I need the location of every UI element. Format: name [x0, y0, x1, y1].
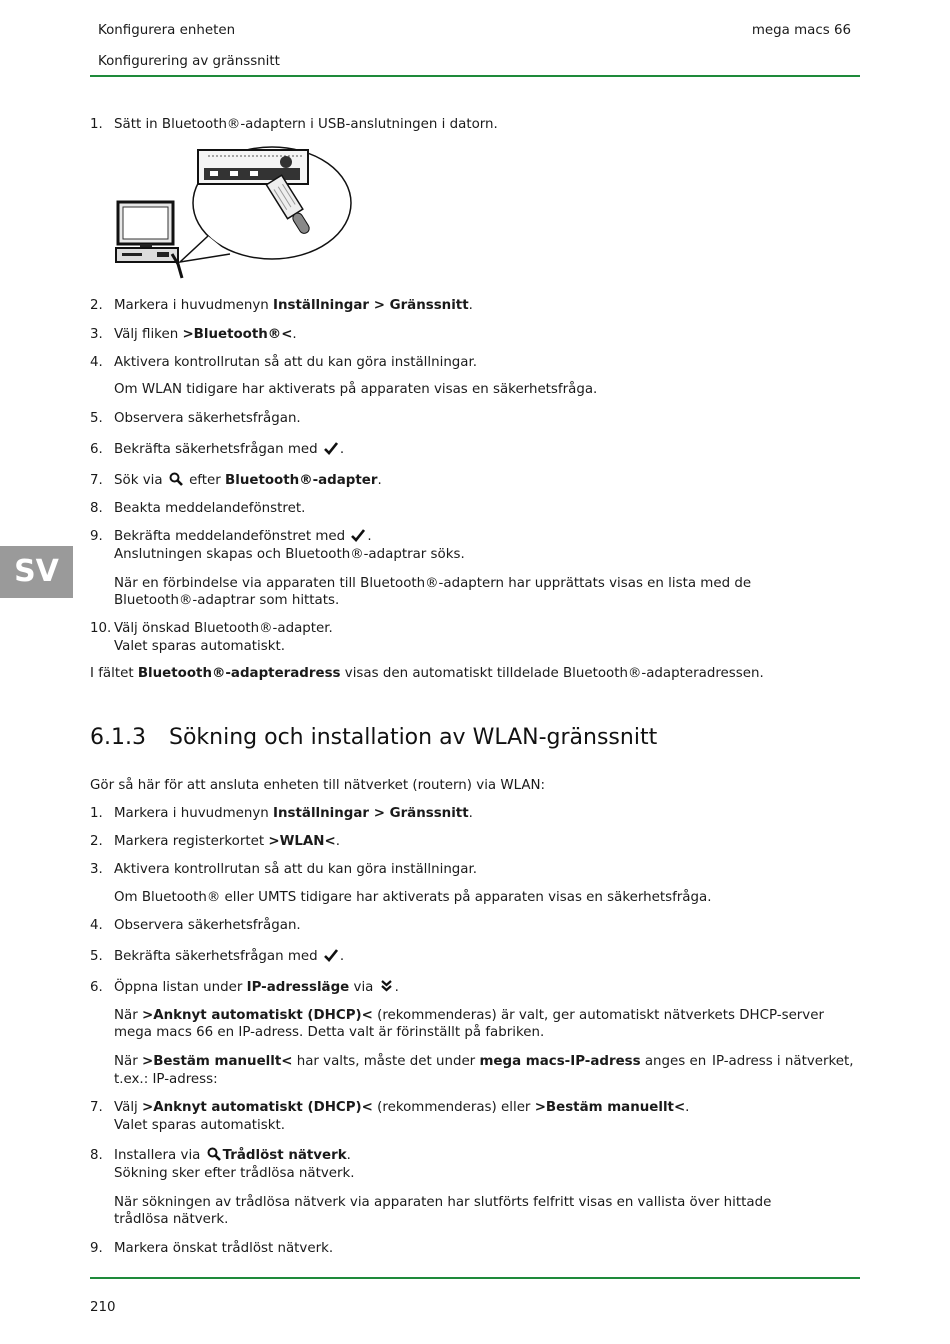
step-number: 3.: [90, 327, 103, 342]
step-number: 5.: [90, 411, 103, 426]
step-number: 10.: [90, 621, 112, 636]
step-number: 1.: [90, 117, 103, 132]
step-text: Bekräfta säkerhetsfrågan med .: [114, 949, 345, 964]
checkmark-icon: [324, 949, 338, 962]
magnifier-icon: [207, 1147, 221, 1161]
step-text: Välj önskad Bluetooth®-adapter.: [114, 621, 333, 636]
step-text: Bekräfta säkerhetsfrågan med .: [114, 442, 345, 457]
magnifier-icon: [169, 472, 183, 486]
step-text: Markera registerkortet >WLAN<.: [114, 834, 340, 849]
step-result: Valet sparas automatiskt.: [114, 639, 286, 654]
step-result: Sökning sker efter trådlösa nätverk.: [114, 1166, 355, 1181]
step-number: 4.: [90, 918, 103, 933]
step-number: 8.: [90, 501, 103, 516]
step-number: 2.: [90, 298, 103, 313]
bluetooth-adapter-illustration: [112, 142, 357, 284]
step-note: När >Bestäm manuellt< har valts, måste det under mega macs-IP-adress anges en: [114, 1054, 707, 1069]
step-text: Öppna listan under IP-adressläge via .: [114, 980, 399, 995]
section-heading: [90, 724, 657, 752]
step-note: När >Anknyt automatiskt (DHCP)< (rekommenderas) är valt, ger automatiskt nätverkets DHCP-server mega macs 66 en IP-adress. Detta valt är förinställt på fabriken.: [114, 1008, 824, 1040]
header-rule: [90, 75, 860, 77]
step-text: Sätt in Bluetooth®-adaptern i USB-anslutningen i datorn.: [114, 117, 498, 132]
step-text: Observera säkerhetsfrågan.: [114, 918, 301, 933]
step-number: 9.: [90, 529, 103, 544]
step-text: Bekräfta meddelandefönstret med .: [114, 529, 372, 544]
step-text: Observera säkerhetsfrågan.: [114, 411, 301, 426]
step-note: t.ex.: IP-adress:: [114, 1072, 218, 1087]
checkmark-icon: [351, 529, 365, 542]
step-number: 6.: [90, 980, 103, 995]
header-chapter: Konfigurera enheten: [98, 23, 236, 38]
step-number: 5.: [90, 949, 103, 964]
language-tab: SV: [0, 546, 73, 598]
step-note: Om Bluetooth® eller UMTS tidigare har aktiverats på apparaten visas en säkerhetsfråga.: [114, 890, 712, 905]
page-number: 210: [90, 1300, 116, 1315]
footer-rule: [90, 1277, 860, 1279]
step-number: 8.: [90, 1148, 103, 1163]
header-section: Konfigurering av gränssnitt: [98, 54, 280, 69]
intro-paragraph: Gör så här för att ansluta enheten till nätverket (routern) via WLAN:: [90, 778, 546, 793]
closing-paragraph: I fältet Bluetooth®-adapteradress visas den automatiskt tilldelade Bluetooth®-adapteradressen.: [90, 666, 764, 681]
step-text: Installera via Trådlöst nätverk.: [114, 1148, 351, 1163]
zoom-bubble: [180, 147, 351, 262]
step-text: Markera i huvudmenyn Inställningar > Gränssnitt.: [114, 298, 473, 313]
step-number: 7.: [90, 473, 103, 488]
step-text: Aktivera kontrollrutan så att du kan göra inställningar.: [114, 862, 478, 877]
step-number: 2.: [90, 834, 103, 849]
step-number: 7.: [90, 1100, 103, 1115]
step-number: 1.: [90, 806, 103, 821]
step-number: 3.: [90, 862, 103, 877]
step-note-continuation: IP-adress i nätverket,: [712, 1054, 854, 1069]
step-note: När en förbindelse via apparaten till Bluetooth®-adaptern har upprättats visas en lista med de Bluetooth®-adaptrar som hittats.: [114, 576, 752, 608]
section-title: Sökning och installation av WLAN-gränssnitt: [169, 725, 658, 750]
step-text: Aktivera kontrollrutan så att du kan göra inställningar.: [114, 355, 478, 370]
step-number: 6.: [90, 442, 103, 457]
step-text: Välj fliken >Bluetooth®<.: [114, 327, 297, 342]
step-text: Välj >Anknyt automatiskt (DHCP)< (rekommenderas) eller >Bestäm manuellt<.: [114, 1100, 690, 1115]
step-text: Markera önskat trådlöst nätverk.: [114, 1241, 334, 1256]
step-number: 4.: [90, 355, 103, 370]
step-text: Sök via efter Bluetooth®-adapter.: [114, 473, 382, 488]
step-text: Markera i huvudmenyn Inställningar > Gränssnitt.: [114, 806, 473, 821]
computer-illustration: [116, 202, 182, 278]
step-number: 9.: [90, 1241, 103, 1256]
step-note: Om WLAN tidigare har aktiverats på apparaten visas en säkerhetsfråga.: [114, 382, 598, 397]
step-result: Valet sparas automatiskt.: [114, 1118, 286, 1133]
step-result: Anslutningen skapas och Bluetooth®-adaptrar söks.: [114, 547, 465, 562]
double-chevron-down-icon: [380, 979, 393, 993]
header-product: mega macs 66: [751, 23, 851, 38]
step-note: När sökningen av trådlösa nätverk via apparaten har slutförts felfritt visas en vallista över hittade trådlösa nätverk.: [114, 1195, 772, 1227]
section-number: 6.1.3: [90, 725, 146, 750]
step-text: Beakta meddelandefönstret.: [114, 501, 306, 516]
checkmark-icon: [324, 442, 338, 455]
